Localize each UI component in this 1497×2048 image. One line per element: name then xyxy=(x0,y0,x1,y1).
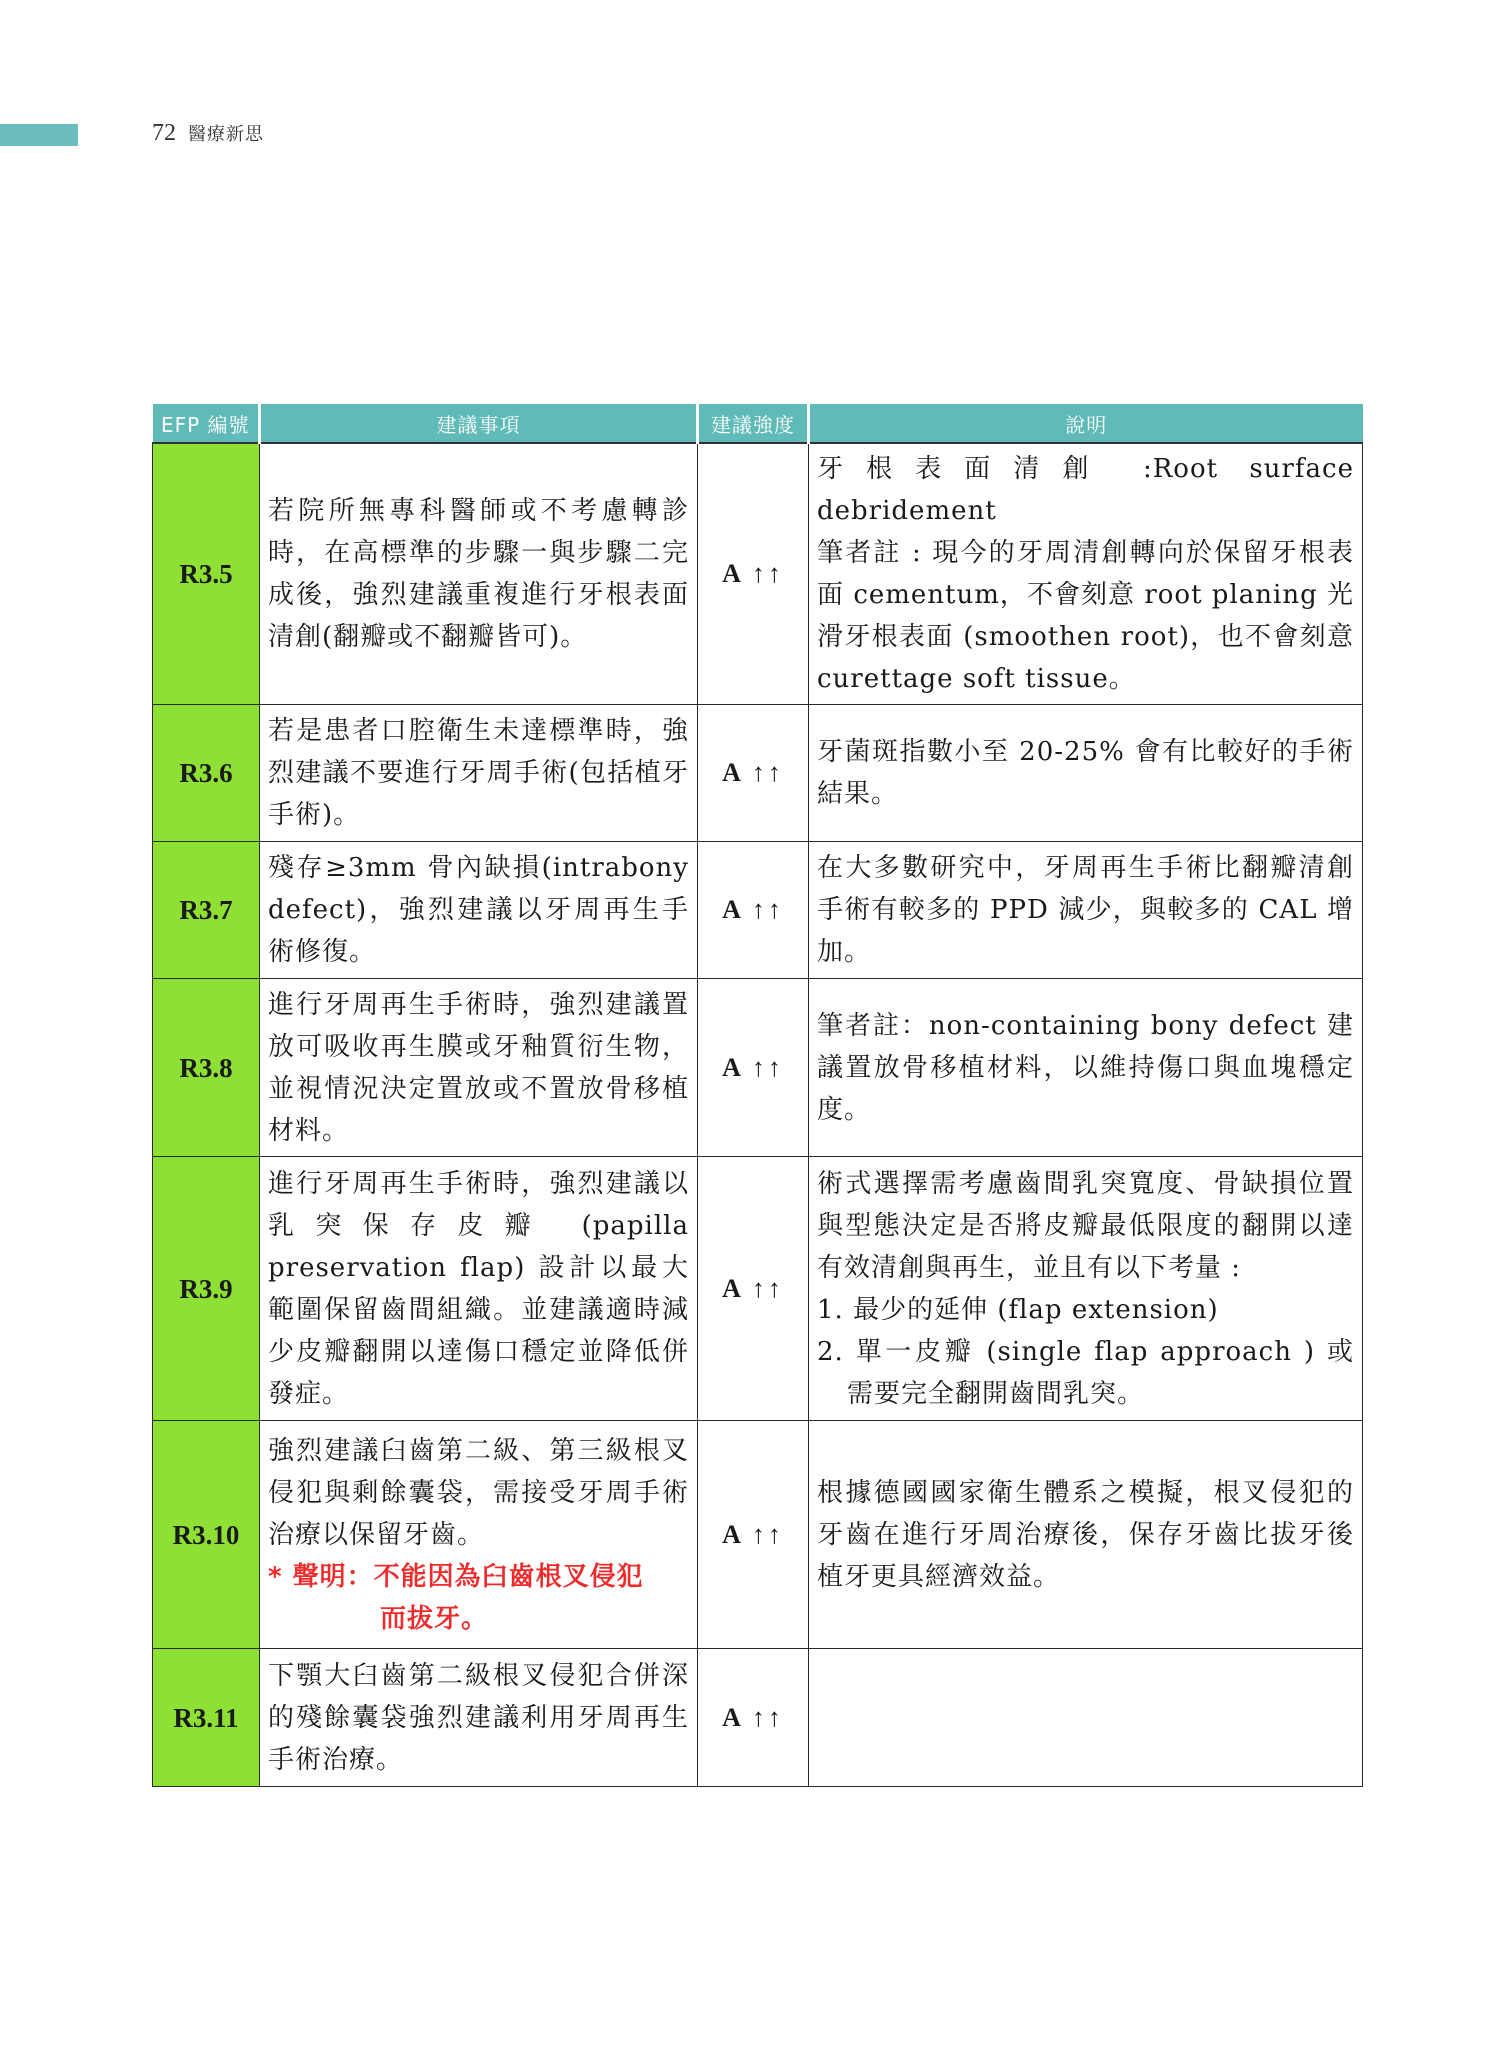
explanation-line: 根據德國國家衛生體系之模擬，根叉侵犯的牙齒在進行牙周治療後，保存牙齒比拔牙後植牙更具經濟效益。 xyxy=(817,1477,1354,1592)
table-row xyxy=(153,1157,1363,1421)
table-row xyxy=(153,443,1363,705)
running-title: 醫療新思 xyxy=(188,124,264,145)
table-row xyxy=(153,979,1363,1157)
table-row xyxy=(153,705,1363,842)
column-header-recommendation: 建議事項 xyxy=(260,404,698,443)
row-recommendation: 若院所無專科醫師或不考慮轉診時，在高標準的步驟一與步驟二完成後，強烈建議重複進行牙根表面清創(翻瓣或不翻瓣皆可)。 xyxy=(260,443,698,705)
disclaimer-line-1: * 聲明：不能因為臼齒根叉侵犯 xyxy=(268,1561,644,1592)
explanation-line: 牙菌斑指數小至 20-25% 會有比較好的手術結果。 xyxy=(817,737,1354,809)
row-recommendation: 若是患者口腔衛生未達標準時，強烈建議不要進行牙周手術(包括植牙手術)。 xyxy=(260,705,698,842)
table-header-row xyxy=(153,404,1363,443)
row-explanation-empty xyxy=(809,1649,1363,1787)
row-explanation xyxy=(809,705,1363,842)
row-recommendation: 進行牙周再生手術時，強烈建議以乳突保存皮瓣 (papilla preservation flap) 設計以最大範圍保留齒間組織。並建議適時減少皮瓣翻開以達傷口穩定並降低併發症。 xyxy=(260,1157,698,1421)
row-id: R3.8 xyxy=(153,979,260,1157)
row-explanation xyxy=(809,1421,1363,1649)
recommendation-text: 強烈建議臼齒第二級、第三級根叉侵犯與剩餘囊袋，需接受牙周手術治療以保留牙齒。 xyxy=(268,1435,689,1550)
row-strength: A ↑↑ xyxy=(698,842,809,979)
row-strength: A ↑↑ xyxy=(698,1157,809,1421)
row-explanation xyxy=(809,443,1363,705)
row-id: R3.7 xyxy=(153,842,260,979)
row-recommendation: 下顎大臼齒第二級根叉侵犯合併深的殘餘囊袋強烈建議利用牙周再生手術治療。 xyxy=(260,1649,698,1787)
recommendation-table xyxy=(152,404,1363,1787)
disclaimer-note xyxy=(268,1556,689,1640)
row-strength: A ↑↑ xyxy=(698,979,809,1157)
column-header-strength: 建議強度 xyxy=(698,404,809,443)
row-explanation xyxy=(809,842,1363,979)
explanation-list-item: 2. 單一皮瓣 (single flap approach ) 或需要完全翻開齒間乳突。 xyxy=(817,1336,1354,1409)
explanation-line: 牙根表面清創 :Root surface debridement xyxy=(817,454,1354,526)
page-number: 72 xyxy=(152,120,176,146)
row-strength: A ↑↑ xyxy=(698,443,809,705)
row-id: R3.10 xyxy=(153,1421,260,1649)
column-header-explanation: 說明 xyxy=(809,404,1363,443)
page-header xyxy=(152,120,264,147)
table-row xyxy=(153,1649,1363,1787)
row-strength: A ↑↑ xyxy=(698,1649,809,1787)
row-strength: A ↑↑ xyxy=(698,705,809,842)
row-explanation xyxy=(809,1157,1363,1421)
table-row xyxy=(153,842,1363,979)
row-id: R3.11 xyxy=(153,1649,260,1787)
row-recommendation: 進行牙周再生手術時，強烈建議置放可吸收再生膜或牙釉質衍生物，並視情況決定置放或不置放骨移植材料。 xyxy=(260,979,698,1157)
row-explanation xyxy=(809,979,1363,1157)
table-row xyxy=(153,1421,1363,1649)
row-recommendation xyxy=(260,1421,698,1649)
row-id: R3.5 xyxy=(153,443,260,705)
disclaimer-line-2: 而拔牙。 xyxy=(380,1603,489,1634)
row-strength: A ↑↑ xyxy=(698,1421,809,1649)
explanation-line: 筆者註：non-containing bony defect 建議置放骨移植材料，以維持傷口與血塊穩定度。 xyxy=(817,1010,1354,1125)
page-tab-marker xyxy=(0,124,78,146)
row-id: R3.6 xyxy=(153,705,260,842)
column-header-id: EFP 編號 xyxy=(153,404,260,443)
row-id: R3.9 xyxy=(153,1157,260,1421)
explanation-line: 術式選擇需考慮齒間乳突寬度、骨缺損位置與型態決定是否將皮瓣最低限度的翻開以達有效清創與再生，並且有以下考量 : xyxy=(817,1168,1354,1283)
row-recommendation: 殘存≥3mm 骨內缺損(intrabony defect)，強烈建議以牙周再生手術修復。 xyxy=(260,842,698,979)
explanation-line: 筆者註 : 現今的牙周清創轉向於保留牙根表面 cementum，不會刻意 root planing 光滑牙根表面 (smoothen root)，也不會刻意 curettage soft tissue。 xyxy=(817,538,1354,694)
explanation-line: 在大多數研究中，牙周再生手術比翻瓣清創手術有較多的 PPD 減少，與較多的 CAL 增加。 xyxy=(817,853,1354,967)
explanation-list-item: 1. 最少的延伸 (flap extension) xyxy=(817,1294,1219,1325)
